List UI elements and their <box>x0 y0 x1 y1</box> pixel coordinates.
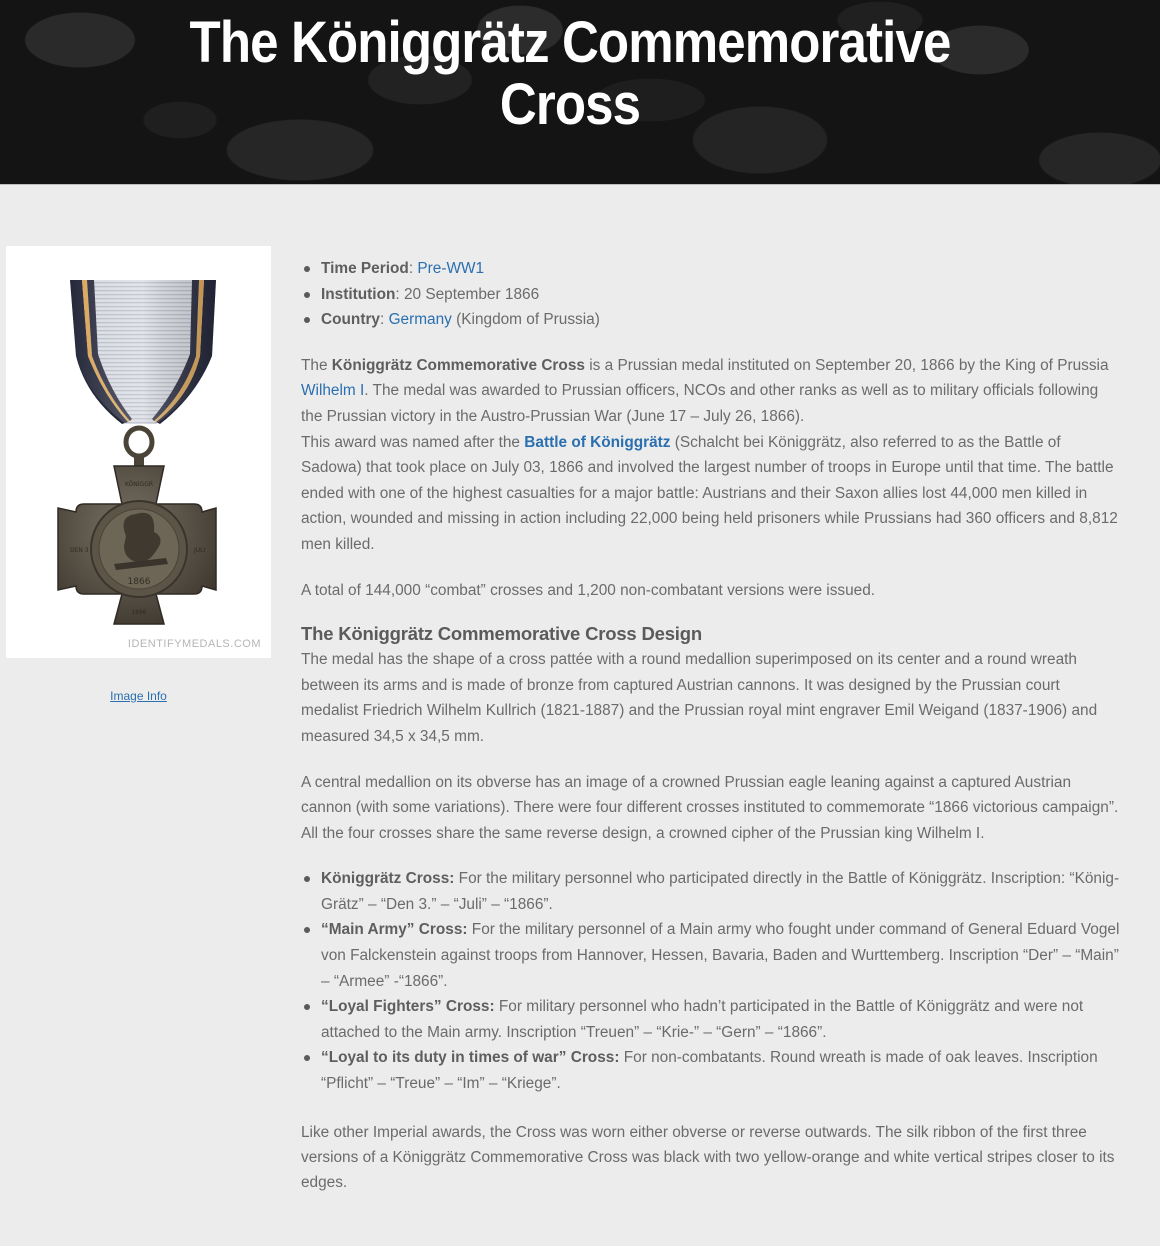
fact-label: Country <box>321 311 380 329</box>
medal-left-arm-text: DEN 3 <box>70 547 89 554</box>
time-period-link[interactable]: Pre-WW1 <box>417 260 485 277</box>
cross-name: “Loyal Fighters” Cross: <box>321 998 495 1016</box>
design-paragraph-1: The medal has the shape of a cross pattée with a round medallion superimposed on its center and a round wreath between its arms and is made of bronze from captured Austrian cannons. It was designed by the Prussian court medalist Friedrich Wilhelm Kullrich (1821-1887) and the Prussian royal mint engraver Emil Weigand (1837-1906) and measured 34,5 x 34,5 mm. <box>301 651 1098 745</box>
fact-separator: : <box>380 311 389 329</box>
country-link[interactable]: Germany <box>388 311 452 329</box>
list-item <box>301 917 1121 994</box>
medal-bottom-arm-text: 1866 <box>131 609 147 616</box>
text-run: (Schalcht bei Königgrätz, also referred to as the Battle of Sadowa) that took place on July 03, 1866 and involved the largest number of troops in Europe until that time. The battle ended with one of the highest casualties for a major battle: Austrians and their Saxon allies lost 44,000 men killed in action, wounded and missing in action including 22,000 being held prisoners while Prussians had 360 officers and 8,812 men killed. <box>301 433 1118 553</box>
design-paragraph-2: A central medallion on its obverse has an image of a crowned Prussian eagle leaning against a captured Austrian cannon (with some variations). There were four different crosses instituted to commemorate “1866 victorious campaign”. All the four crosses share the same reverse design, a crowned cipher of the Prussian king Wilhelm I. <box>301 773 1119 842</box>
list-item <box>301 994 1121 1045</box>
battle-link[interactable]: Battle of Königgrätz <box>524 433 671 451</box>
page-header <box>0 0 1160 185</box>
cross-name: Königgrätz Cross: <box>321 870 455 888</box>
suspension-ring <box>126 428 152 468</box>
fact-institution <box>301 282 1121 308</box>
crosses-list <box>301 866 1121 1096</box>
cross-body <box>58 466 216 624</box>
medal-illustration <box>6 246 271 658</box>
text-run: . The medal was awarded to Prussian officers, NCOs and other ranks as well as to military officials following the Prussian victory in the Austro-Prussian War (June 17 – July 26, 1866). <box>301 382 1099 425</box>
facts-list <box>301 256 1121 333</box>
wilhelm-link[interactable]: Wilhelm I <box>301 382 365 400</box>
list-item <box>301 866 1121 917</box>
medal-top-arm-text: KÖNIGGR <box>124 481 154 488</box>
closing-paragraph: versions of a Königgrätz Commemorative Cross was black with two yellow-orange and white vertical stripes closer to its edges. <box>301 1148 1115 1192</box>
intro-paragraph-1 <box>301 353 1121 430</box>
list-item <box>301 1045 1121 1096</box>
fact-value: (Kingdom of Prussia) <box>451 311 600 329</box>
text-run: The <box>301 356 332 374</box>
cross-description: For non-combatants. Round wreath is made of oak leaves. Inscription “Pflicht” – “Treue” – “Im” – “Kriege”. <box>321 1049 1098 1093</box>
cross-description: For the military personnel of a Main army who fought under command of General Eduard Vogel von Falckenstein against troops from Hannover, Hessen, Bavaria, Baden and Wurttemberg. Inscription “Der” – “Main” – “Armee” -“1866”. <box>321 921 1120 990</box>
medal-right-arm-text: JULI <box>194 547 206 554</box>
medal-image[interactable] <box>6 246 271 658</box>
fact-label: Time Period <box>321 260 409 277</box>
cross-description: For the military personnel who participated directly in the Battle of Königgrätz. Inscription: “König-Grätz” – “Den 3.” – “Juli” – “1866”. <box>321 870 1120 913</box>
ribbon <box>70 280 216 424</box>
cross-name: “Loyal to its duty in times of war” Cross: <box>321 1049 620 1067</box>
medal-year-text: 1866 <box>127 577 151 587</box>
cross-name: “Main Army” Cross: <box>321 921 468 939</box>
text-run: This award was named after the <box>301 433 525 451</box>
image-info-link[interactable]: Image Info <box>110 689 167 703</box>
fact-value: 20 September 1866 <box>403 285 540 303</box>
image-watermark: IDENTIFYMEDALS.COM <box>127 638 261 650</box>
fact-separator: : <box>408 260 418 277</box>
page-title: The Königgrätz Commemorative Cross <box>189 10 951 137</box>
text-run: is a Prussian medal instituted on September 20, 1866 by the King of Prussia <box>584 356 1109 374</box>
intro-paragraph-3: A total of 144,000 “combat” crosses and 1,200 non-combatant versions were issued. <box>301 581 876 599</box>
fact-label: Institution <box>321 285 396 303</box>
fact-separator: : <box>395 285 404 303</box>
clipped-text-line <box>301 1123 1121 1145</box>
clipped-text: Like other Imperial awards, the Cross was worn either obverse or reverse outwards. The silk ribbon of the first three <box>301 1123 1087 1141</box>
fact-time-period <box>301 256 1121 282</box>
design-heading: The Königgrätz Commemorative Cross Design <box>301 623 702 645</box>
article-content <box>301 256 1121 1196</box>
intro-paragraph-2 <box>301 430 1121 558</box>
medal-name-bold: Königgrätz Commemorative Cross <box>331 356 585 374</box>
cross-description: For military personnel who hadn’t participated in the Battle of Königgrätz and were not attached to the Main army. Inscription “Treuen” – “Krie-” – “Gern” – “1866”. <box>321 998 1084 1041</box>
fact-country <box>301 307 1121 333</box>
